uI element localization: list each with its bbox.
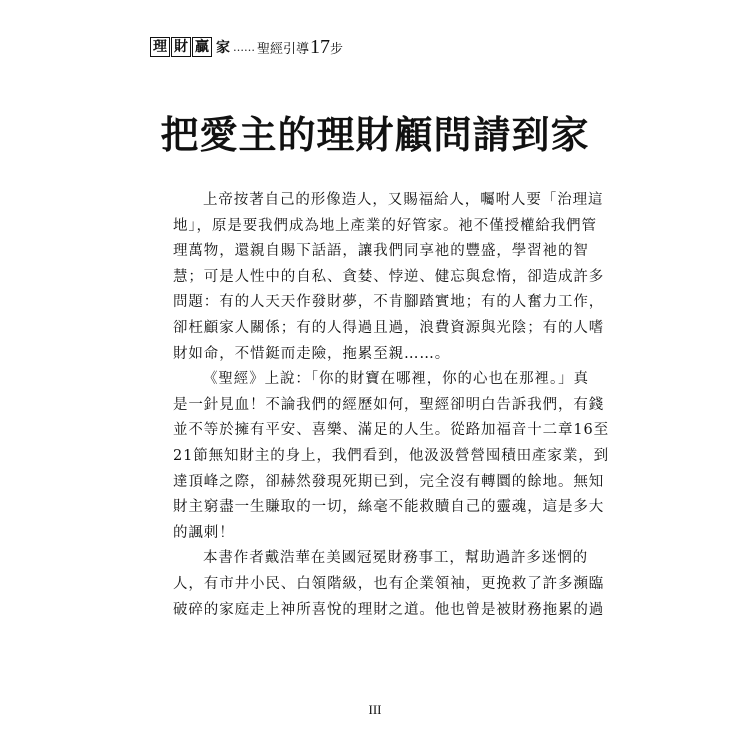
text-line: 問題：有的人天天作發財夢，不肯腳踏實地；有的人奮力工作， — [173, 294, 605, 311]
text-line: 達頂峰之際，卻赫然發現死期已到，完全沒有轉圜的餘地。無知 — [173, 473, 605, 490]
text-line: 《聖經》上說：「你的財寶在哪裡，你的心也在那裡。」真 — [203, 371, 589, 388]
header-dots: …… — [233, 40, 255, 54]
header-subtitle-tail: 步 — [330, 41, 344, 57]
text-line: 卻枉顧家人關係；有的人得過且過，浪費資源與光陰；有的人嗜 — [173, 319, 605, 336]
series-char: 家 — [216, 40, 230, 56]
text-line: 理萬物，還親自賜下話語，讓我們同享祂的豐盛，學習祂的智 — [173, 243, 589, 260]
text-line: 是一針見血！不論我們的經歷如何，聖經卻明白告訴我們，有錢 — [173, 396, 605, 413]
text-line: 財如命，不惜鋌而走險，拖累至親……。 — [173, 345, 451, 362]
series-char-box: 財 — [171, 37, 191, 57]
text-line: 地」，原是要我們成為地上產業的好管家。祂不僅授權給我們管 — [173, 217, 597, 234]
series-char-box: 贏 — [192, 37, 212, 57]
running-header — [150, 35, 343, 59]
chapter-title: 把愛主的理財顧問請到家 — [160, 113, 590, 157]
header-subtitle: 聖經引導 — [257, 41, 310, 57]
text-line: 破碎的家庭走上神所喜悅的理財之道。他也曾是被財務拖累的過 — [173, 601, 605, 618]
text-line: 21節無知財主的身上，我們看到，他汲汲營營囤積田產家業，到 — [173, 447, 610, 464]
text-line: 的諷刺！ — [173, 524, 235, 541]
text-line: 上帝按著自己的形像造人，又賜福給人，囑咐人要「治理這 — [203, 192, 604, 208]
text-line: 財主窮盡一生賺取的一切，絲毫不能救贖自己的靈魂，這是多大 — [173, 499, 605, 516]
text-line: 人，有市井小民、白領階級，也有企業領袖，更挽救了許多瀕臨 — [173, 575, 605, 592]
page-number: III — [368, 702, 382, 717]
header-subtitle-number: 17 — [310, 35, 331, 58]
body-text — [173, 188, 610, 623]
text-line: 慧；可是人性中的自私、貪婪、悖逆、健忘與怠惰，卻造成許多 — [173, 268, 605, 285]
text-line: 並不等於擁有平安、喜樂、滿足的人生。從路加福音十二章16至 — [173, 422, 610, 439]
series-char-box: 理 — [150, 37, 170, 57]
text-line: 本書作者戴浩華在美國冠冕財務事工，幫助過許多迷惘的 — [203, 550, 588, 567]
